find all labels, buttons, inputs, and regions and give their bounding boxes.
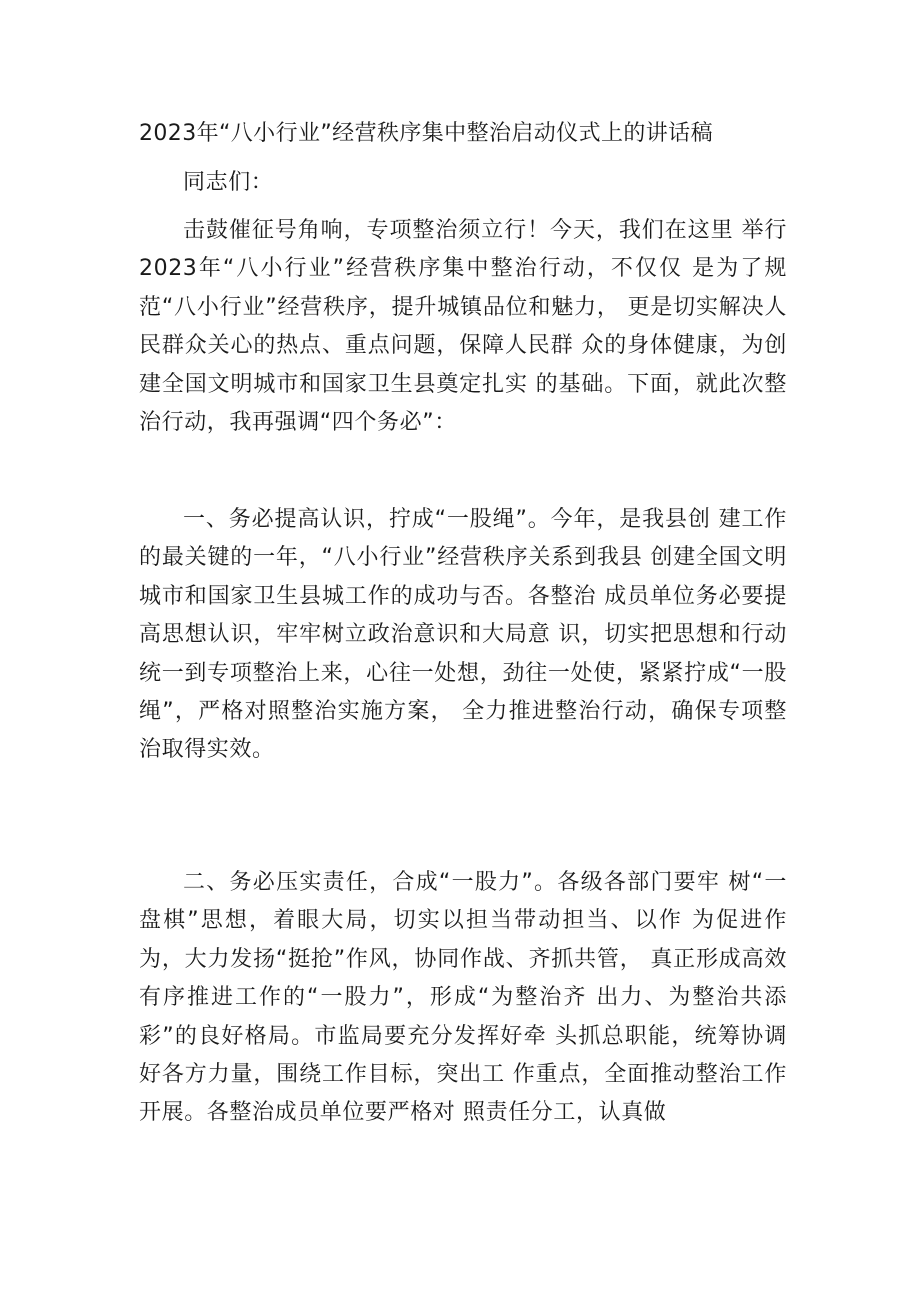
paragraph-point-one: 一、务必提高认识，拧成“一股绳”。今年，是我县创 建工作的最关键的一年，“八小行业”经营秩序关系到我县 创建全国文明城市和国家卫生县城工作的成功与否。各整治 成员单位务必要提高思想认识，牢牢树立政治意识和大局意 识，切实把思想和行动统一到专项整治上来，心往一处想，劲往一处使，紧紧拧成“一股绳”，严格对照整治实施方案， 全力推进整治行动，确保专项整治取得实效。 — [139, 507, 787, 763]
document-title: 2023年“八小行业”经营秩序集中整治启动仪式上的讲话稿 — [139, 121, 713, 146]
greeting: 同志们： — [183, 170, 274, 195]
paragraph-point-two: 二、务必压实责任，合成“一股力”。各级各部门要牢 树“一盘棋”思想，着眼大局，切实以担当带动担当、以作 为促进作为，大力发扬“挺抢”作风，协同作战、齐抓共管， 真正形成高效有序推进工作的“一股力”，形成“为整治齐 出力、为整治共添彩”的良好格局。市监局要充分发挥好牵 头抓总职能，统筹协调好各方力量，围绕工作目标，突出工 作重点，全面推动整治工作开展。各整治成员单位要严格对 照责任分工，认真做 — [139, 870, 787, 1126]
paragraph-intro: 击鼓催征号角响，专项整治须立行！今天，我们在这里 举行2023年“八小行业”经营秩序集中整治行动，不仅仅 是为了规范“八小行业”经营秩序，提升城镇品位和魅力， 更是切实解决人民群众关心的热点、重点问题，保障人民群 众的身体健康，为创建全国文明城市和国家卫生县奠定扎实 的基础。下面，就此次整治行动，我再强调“四个务必”： — [139, 218, 787, 436]
